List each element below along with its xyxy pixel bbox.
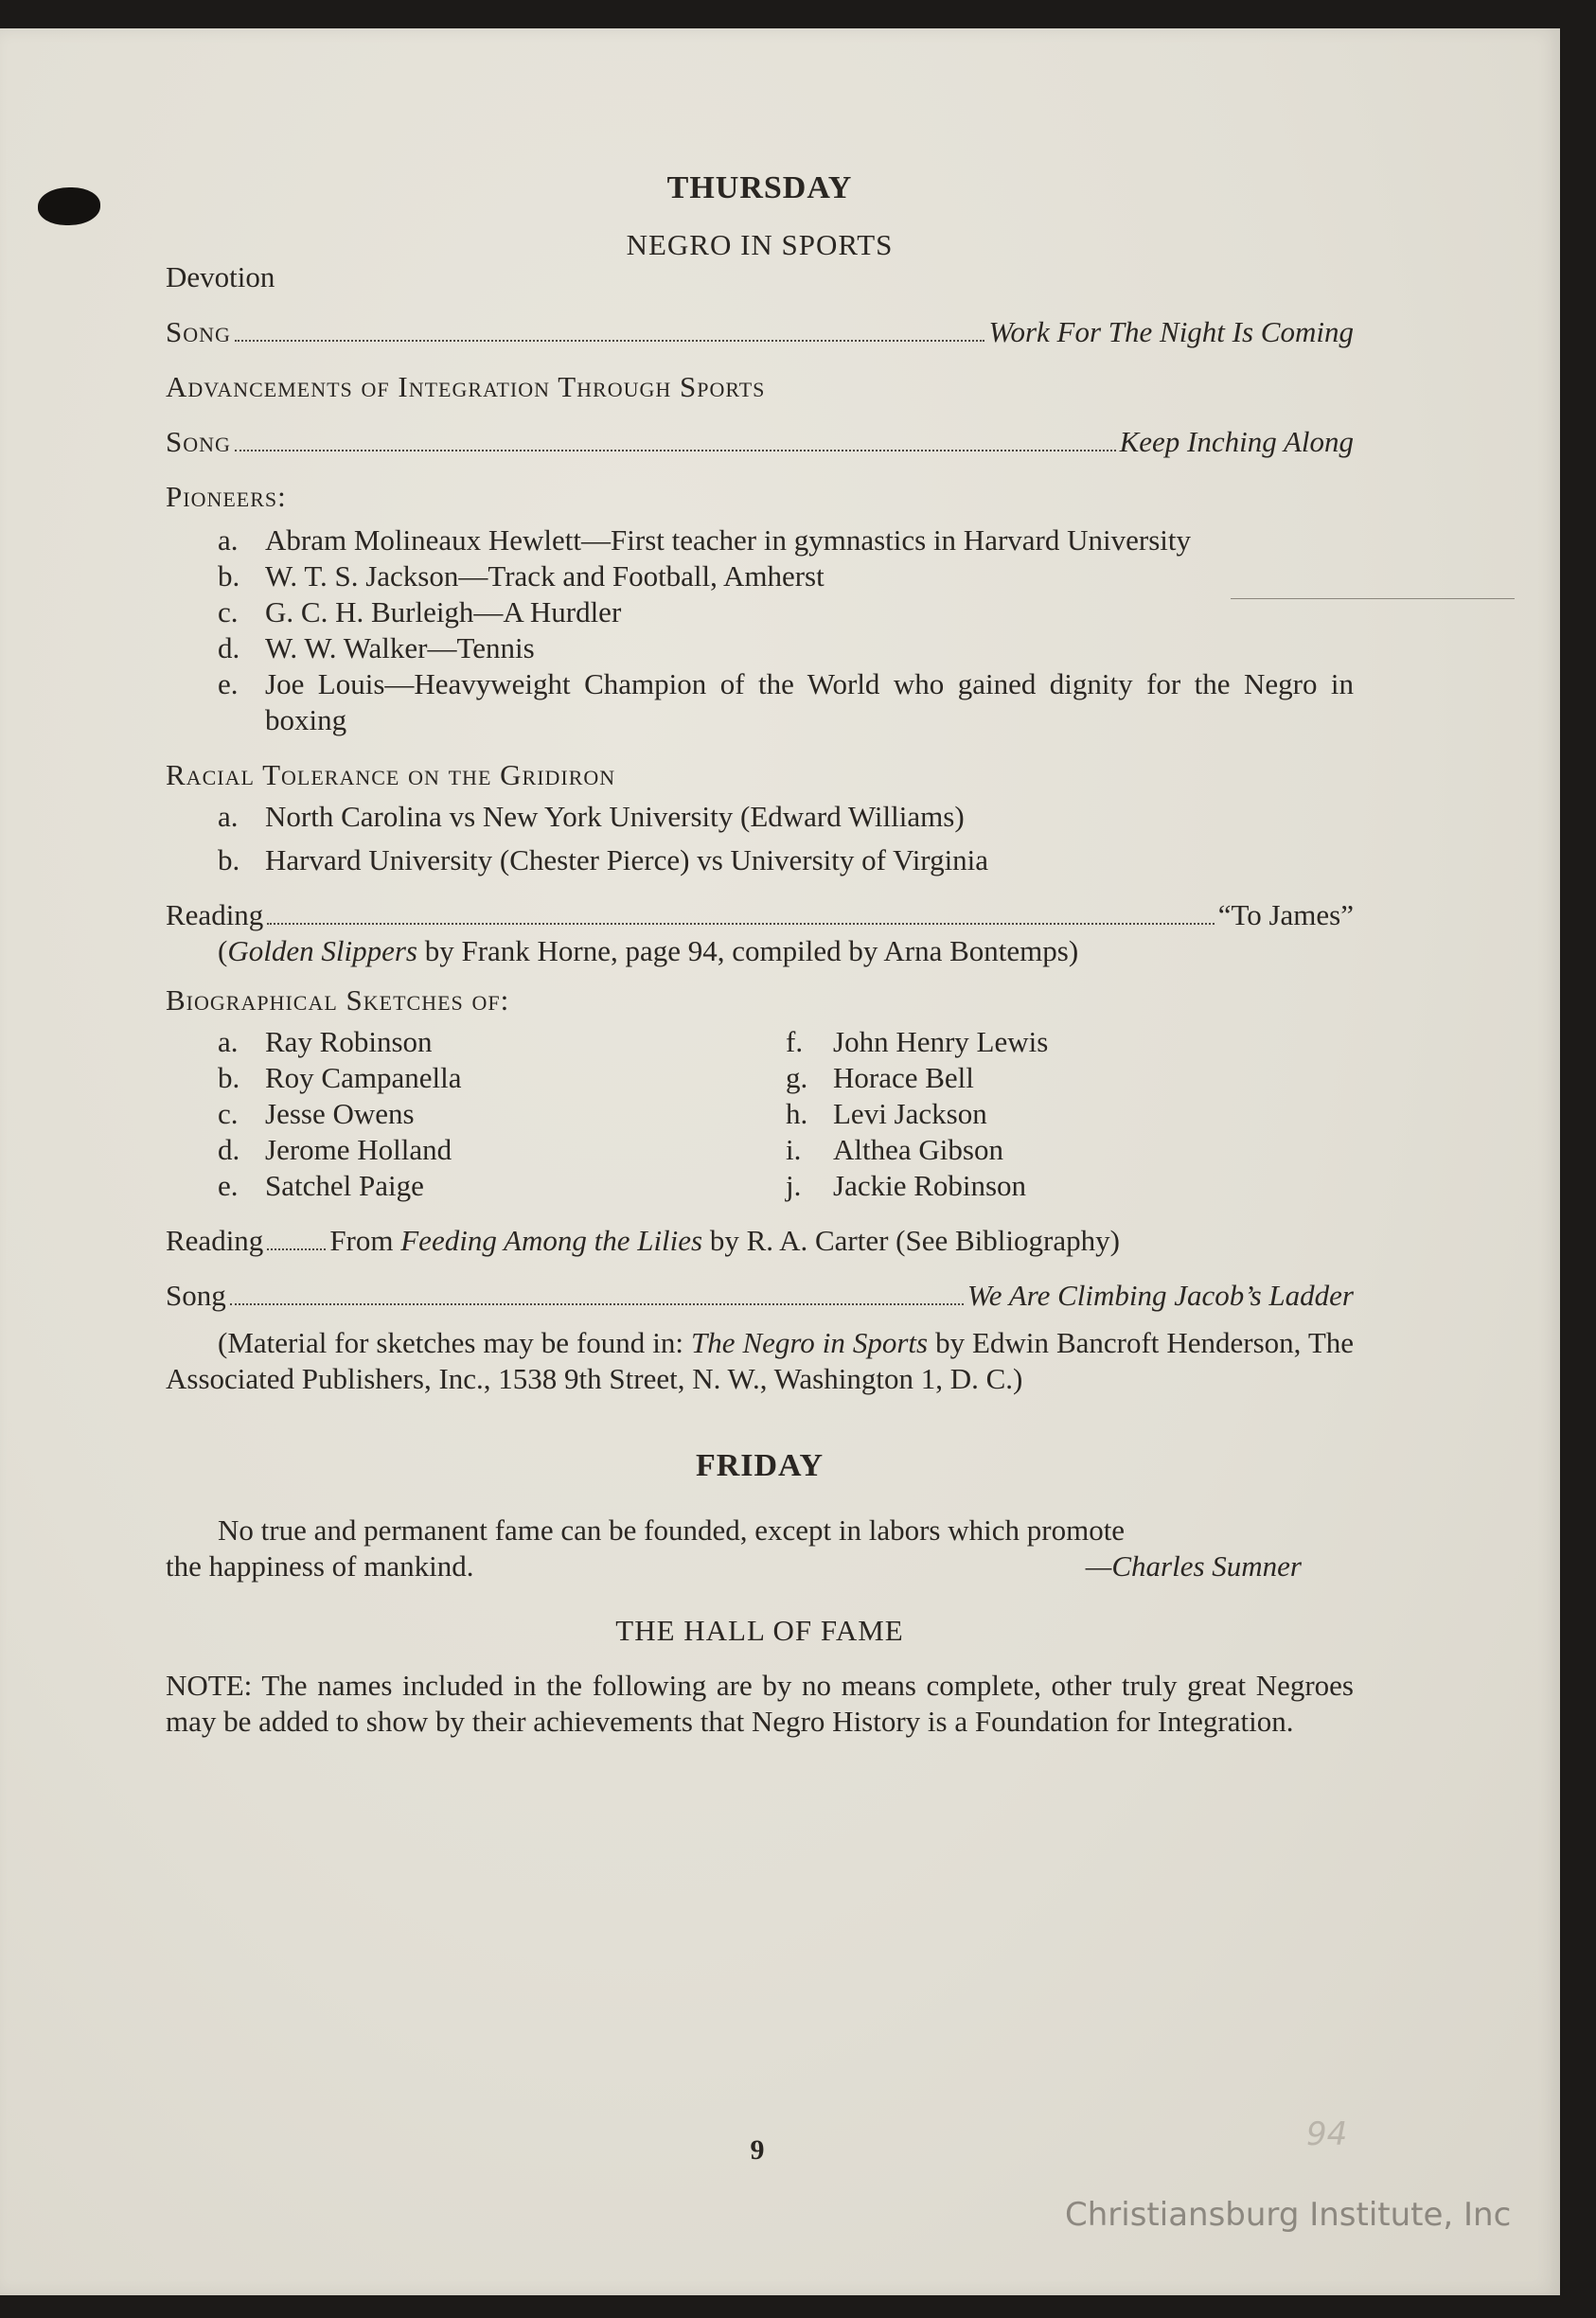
reading-label: Reading <box>166 1224 264 1257</box>
song-label: Song <box>166 1279 226 1312</box>
list-item <box>218 630 1354 666</box>
song-title: We Are Climbing Jacob’s Ladder <box>966 1279 1354 1312</box>
item-text: W. W. Walker—Tennis <box>265 631 535 664</box>
devotion-item: Devotion <box>166 260 275 293</box>
item-letter: c. <box>218 595 239 628</box>
sketches-label: Biographical Sketches of: <box>166 983 510 1017</box>
page-content <box>166 170 1354 1740</box>
sketches-right-column <box>786 1024 1354 1204</box>
list-item <box>218 1096 786 1132</box>
song-title: Keep Inching Along <box>1119 425 1354 458</box>
reading-line-1 <box>166 897 1354 933</box>
reading-from: From <box>329 1224 401 1257</box>
item-text: John Henry Lewis <box>833 1025 1049 1058</box>
list-item <box>786 1060 1354 1096</box>
thursday-heading: THURSDAY <box>666 170 853 205</box>
item-text: G. C. H. Burleigh—A Hurdler <box>265 595 622 628</box>
list-item <box>218 1132 786 1168</box>
item-letter: i. <box>786 1133 802 1166</box>
source-rest: by Frank Horne, page 94, compiled by Arna Bontemps) <box>417 934 1079 967</box>
material-book: The Negro in Sports <box>690 1326 929 1359</box>
item-text: Roy Campanella <box>265 1061 462 1094</box>
reading-label: Reading <box>166 898 264 931</box>
quote-text: the happiness of mankind. <box>166 1549 474 1583</box>
watermark: Christiansburg Institute, Inc <box>1065 2196 1512 2234</box>
list-item <box>218 799 1354 835</box>
page-number: 9 <box>750 2134 765 2166</box>
item-letter: a. <box>218 523 239 557</box>
leader-dots <box>267 923 1214 925</box>
item-letter: b. <box>218 559 240 593</box>
item-letter: j. <box>786 1169 802 1202</box>
list-item <box>218 522 1354 558</box>
reading-rest: by R. A. Carter (See Bibliography) <box>702 1224 1120 1257</box>
item-letter: h. <box>786 1097 808 1130</box>
leader-dots <box>267 1248 326 1250</box>
item-text: Harvard University (Chester Pierce) vs University of Virginia <box>265 843 989 876</box>
song-line-3 <box>166 1278 1354 1314</box>
source-open: ( <box>218 934 228 967</box>
item-letter: f. <box>786 1025 804 1058</box>
gridiron-label: Racial Tolerance on the Gridiron <box>166 758 616 791</box>
song-label: Song <box>166 315 231 348</box>
leader-dots <box>235 340 985 342</box>
quote-author: —Charles Sumner <box>1085 1549 1302 1583</box>
material-post: by Edwin Bancroft Henderson, The Associated Publishers, Inc., 1538 9th Street, N. W., Washington 1, D. C.) <box>166 1326 1355 1395</box>
item-letter: d. <box>218 1133 240 1166</box>
material-pre: (Material for sketches may be found in: <box>218 1326 691 1359</box>
reading-book: Feeding Among the Lilies <box>400 1224 703 1257</box>
item-text: Horace Bell <box>833 1061 974 1094</box>
item-letter: g. <box>786 1061 808 1094</box>
item-text: Abram Molineaux Hewlett—First teacher in gymnastics in Harvard University <box>265 523 1191 557</box>
hall-of-fame-note: NOTE: The names included in the following are by no means complete, other truly great Negroes may be added to show by their achievements that Negro History is a Foundation for Integration. <box>166 1669 1354 1738</box>
item-text: Satchel Paige <box>265 1169 424 1202</box>
list-item <box>786 1168 1354 1204</box>
list-item <box>218 1024 786 1060</box>
sketches-left-column <box>218 1024 786 1204</box>
item-text: Levi Jackson <box>833 1097 987 1130</box>
list-item <box>218 558 1354 594</box>
reading-line-2 <box>166 1223 1354 1259</box>
item-letter: e. <box>218 667 239 700</box>
item-letter: b. <box>218 843 240 876</box>
item-text: Althea Gibson <box>833 1133 1003 1166</box>
gridiron-list <box>218 799 1354 878</box>
document-page <box>0 28 1560 2295</box>
list-item <box>218 1060 786 1096</box>
item-letter: c. <box>218 1097 239 1130</box>
pencil-mark: 94 <box>1306 2115 1348 2153</box>
song-title: Work For The Night Is Coming <box>988 315 1354 348</box>
thursday-subheading: NEGRO IN SPORTS <box>626 228 894 261</box>
item-text: Jesse Owens <box>265 1097 415 1130</box>
item-text: Ray Robinson <box>265 1025 433 1058</box>
item-text: Jerome Holland <box>265 1133 452 1166</box>
item-text: Joe Louis—Heavyweight Champion of the World who gained dignity for the Negro in boxing <box>265 667 1354 736</box>
hall-of-fame-heading: THE HALL OF FAME <box>615 1614 904 1647</box>
quote-line-2 <box>166 1548 1354 1584</box>
sketches-columns <box>166 1024 1354 1204</box>
reading-source <box>218 933 1354 969</box>
item-text: Jackie Robinson <box>833 1169 1027 1202</box>
song-line-1 <box>166 314 1354 350</box>
item-letter: b. <box>218 1061 240 1094</box>
quote-line-1: No true and permanent fame can be founded, except in labors which promote <box>218 1513 1126 1547</box>
list-item <box>786 1024 1354 1060</box>
item-letter: d. <box>218 631 240 664</box>
punch-hole <box>38 187 100 225</box>
advancements-item: Advancements of Integration Through Sports <box>166 370 766 403</box>
list-item <box>218 1168 786 1204</box>
list-item <box>786 1132 1354 1168</box>
item-text: W. T. S. Jackson—Track and Football, Amherst <box>265 559 825 593</box>
reading-title: “To James” <box>1217 898 1354 931</box>
leader-dots <box>230 1303 964 1305</box>
source-book: Golden Slippers <box>227 934 417 967</box>
list-item <box>218 666 1354 738</box>
reading-source <box>329 1223 1120 1259</box>
item-text: North Carolina vs New York University (Edward Williams) <box>265 800 965 833</box>
list-item <box>218 594 1354 630</box>
song-label: Song <box>166 425 231 458</box>
pioneers-list <box>218 522 1354 738</box>
item-letter: a. <box>218 1025 239 1058</box>
item-letter: a. <box>218 800 239 833</box>
material-note <box>166 1325 1354 1397</box>
pioneers-label: Pioneers: <box>166 480 287 513</box>
list-item <box>218 842 1354 878</box>
item-letter: e. <box>218 1169 239 1202</box>
friday-heading: FRIDAY <box>695 1448 825 1483</box>
song-line-2 <box>166 424 1354 460</box>
leader-dots <box>235 450 1116 451</box>
list-item <box>786 1096 1354 1132</box>
